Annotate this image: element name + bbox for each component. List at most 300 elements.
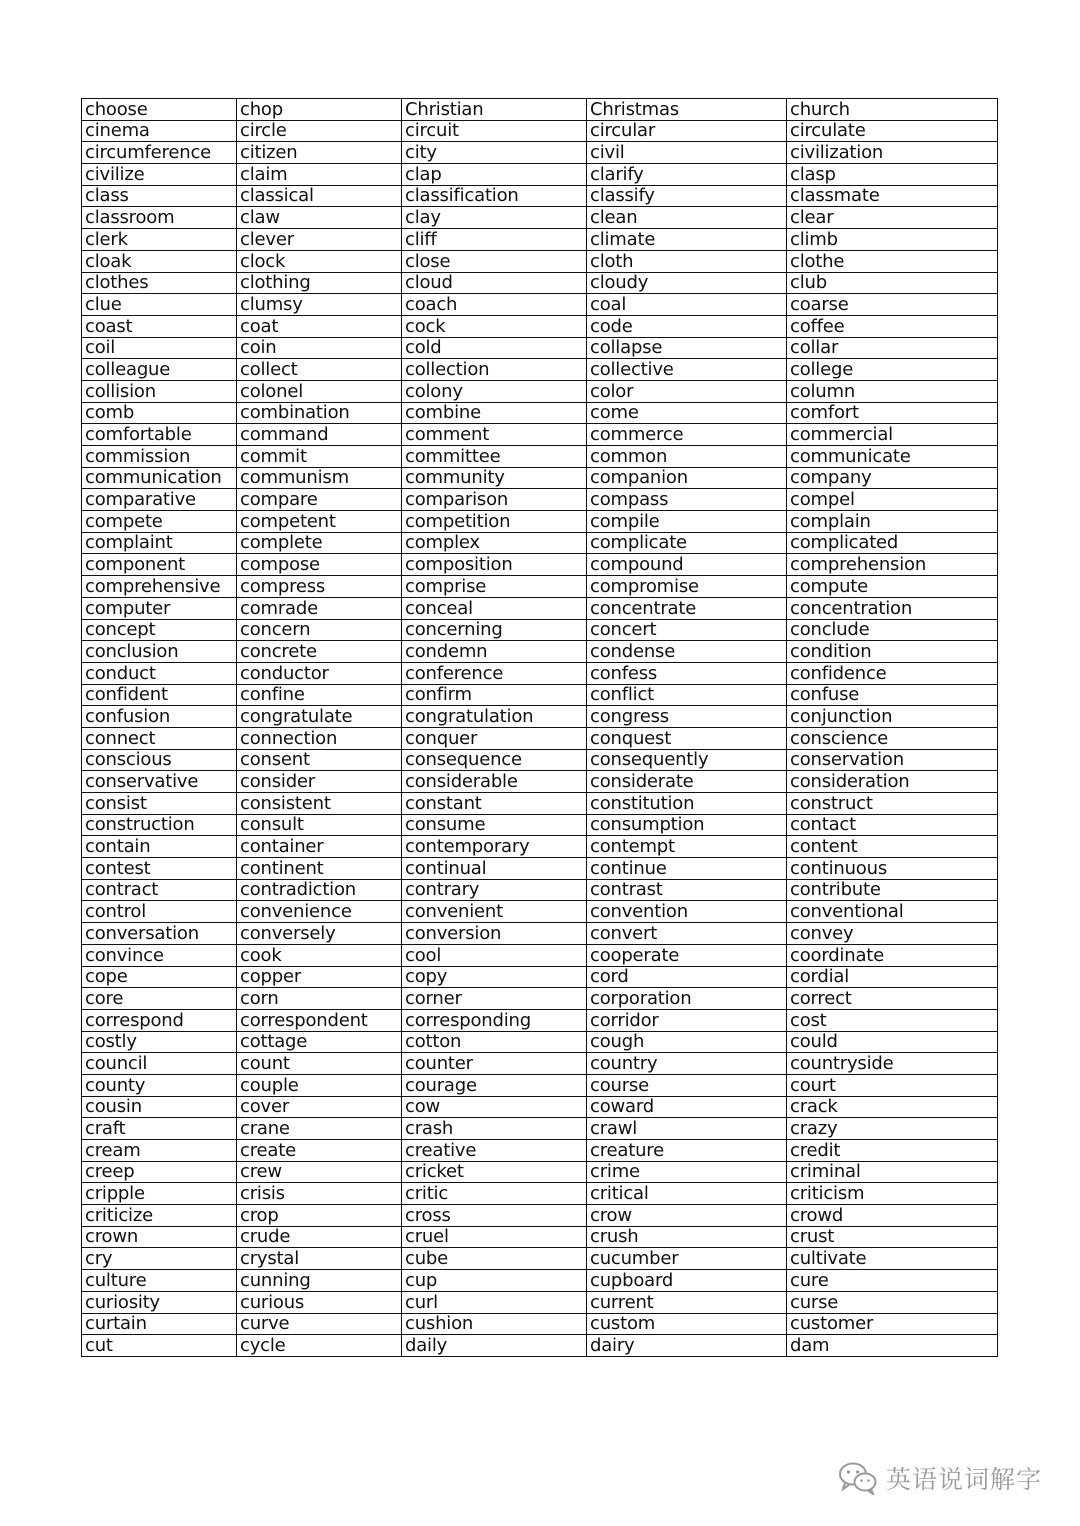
word-cell: communicate — [787, 446, 998, 468]
word-cell: curl — [402, 1291, 587, 1313]
word-cell: conductor — [237, 662, 402, 684]
word-cell: convenient — [402, 901, 587, 923]
table-row — [82, 1270, 998, 1292]
word-cell: crew — [237, 1161, 402, 1183]
word-cell: crash — [402, 1118, 587, 1140]
word-cell: conscience — [787, 727, 998, 749]
word-cell: consideration — [787, 771, 998, 793]
table-row — [82, 793, 998, 815]
watermark — [838, 1458, 1042, 1498]
word-cell: crude — [237, 1226, 402, 1248]
table-row — [82, 532, 998, 554]
word-cell: club — [787, 272, 998, 294]
word-cell: complicate — [587, 532, 787, 554]
word-cell: countryside — [787, 1053, 998, 1075]
word-cell: clean — [587, 207, 787, 229]
word-cell: county — [82, 1074, 237, 1096]
word-cell: continuous — [787, 858, 998, 880]
word-cell: civilize — [82, 164, 237, 186]
word-cell: cripple — [82, 1183, 237, 1205]
word-cell: confess — [587, 662, 787, 684]
word-cell: computer — [82, 597, 237, 619]
word-cell: community — [402, 467, 587, 489]
word-cell: crown — [82, 1226, 237, 1248]
word-cell: dairy — [587, 1335, 787, 1357]
table-row — [82, 120, 998, 142]
word-cell: colonel — [237, 380, 402, 402]
word-cell: conduct — [82, 662, 237, 684]
table-row — [82, 923, 998, 945]
table-row — [82, 706, 998, 728]
word-cell: cycle — [237, 1335, 402, 1357]
word-cell: chop — [237, 99, 402, 121]
table-row — [82, 229, 998, 251]
word-cell: conclude — [787, 619, 998, 641]
word-cell: criticize — [82, 1205, 237, 1227]
word-cell: circular — [587, 120, 787, 142]
word-cell: classify — [587, 185, 787, 207]
word-cell: consequence — [402, 749, 587, 771]
word-cell: confident — [82, 684, 237, 706]
word-cell: climb — [787, 229, 998, 251]
word-cell: cool — [402, 944, 587, 966]
word-cell: cricket — [402, 1161, 587, 1183]
word-cell: curiosity — [82, 1291, 237, 1313]
word-cell: copper — [237, 966, 402, 988]
word-cell: corporation — [587, 988, 787, 1010]
word-cell: convention — [587, 901, 787, 923]
word-cell: clever — [237, 229, 402, 251]
word-cell: cook — [237, 944, 402, 966]
table-row — [82, 1161, 998, 1183]
word-cell: corridor — [587, 1009, 787, 1031]
word-cell: correspond — [82, 1009, 237, 1031]
word-cell: compound — [587, 554, 787, 576]
word-cell: congress — [587, 706, 787, 728]
word-cell: contain — [82, 836, 237, 858]
table-row — [82, 814, 998, 836]
word-cell: curious — [237, 1291, 402, 1313]
word-cell: construction — [82, 814, 237, 836]
word-cell: consist — [82, 793, 237, 815]
word-cell: complex — [402, 532, 587, 554]
table-row — [82, 966, 998, 988]
word-cell: consent — [237, 749, 402, 771]
word-cell: companion — [587, 467, 787, 489]
word-cell: coordinate — [787, 944, 998, 966]
table-row — [82, 944, 998, 966]
word-cell: conscious — [82, 749, 237, 771]
word-cell: curse — [787, 1291, 998, 1313]
word-cell: congratulation — [402, 706, 587, 728]
word-cell: conclusion — [82, 641, 237, 663]
word-cell: conquest — [587, 727, 787, 749]
table-row — [82, 771, 998, 793]
word-cell: clarify — [587, 164, 787, 186]
table-row — [82, 576, 998, 598]
word-cell: credit — [787, 1140, 998, 1162]
word-cell: circumference — [82, 142, 237, 164]
word-cell: consequently — [587, 749, 787, 771]
word-cell: curtain — [82, 1313, 237, 1335]
word-cell: cock — [402, 315, 587, 337]
word-cell: cough — [587, 1031, 787, 1053]
word-cell: comprise — [402, 576, 587, 598]
table-row — [82, 272, 998, 294]
word-cell: compress — [237, 576, 402, 598]
word-cell: criticism — [787, 1183, 998, 1205]
word-cell: corner — [402, 988, 587, 1010]
vocabulary-table-body — [82, 99, 998, 1357]
table-row — [82, 359, 998, 381]
word-cell: complicated — [787, 532, 998, 554]
word-cell: cold — [402, 337, 587, 359]
word-cell: close — [402, 250, 587, 272]
word-cell: cry — [82, 1248, 237, 1270]
word-cell: convert — [587, 923, 787, 945]
word-cell: class — [82, 185, 237, 207]
word-cell: cure — [787, 1270, 998, 1292]
table-row — [82, 99, 998, 121]
table-row — [82, 207, 998, 229]
table-row — [82, 1053, 998, 1075]
word-cell: comparative — [82, 489, 237, 511]
word-cell: combination — [237, 402, 402, 424]
word-cell: crawl — [587, 1118, 787, 1140]
table-row — [82, 294, 998, 316]
word-cell: contradiction — [237, 879, 402, 901]
word-cell: corn — [237, 988, 402, 1010]
word-cell: claim — [237, 164, 402, 186]
word-cell: cotton — [402, 1031, 587, 1053]
word-cell: cucumber — [587, 1248, 787, 1270]
table-row — [82, 749, 998, 771]
word-cell: combine — [402, 402, 587, 424]
word-cell: city — [402, 142, 587, 164]
word-cell: conservative — [82, 771, 237, 793]
word-cell: cube — [402, 1248, 587, 1270]
word-cell: conceal — [402, 597, 587, 619]
word-cell: counter — [402, 1053, 587, 1075]
word-cell: complain — [787, 511, 998, 533]
word-cell: culture — [82, 1270, 237, 1292]
word-cell: code — [587, 315, 787, 337]
word-cell: commission — [82, 446, 237, 468]
word-cell: committee — [402, 446, 587, 468]
table-row — [82, 727, 998, 749]
watermark-text: 英语说词解字 — [886, 1465, 1043, 1494]
table-row — [82, 1335, 998, 1357]
table-row — [82, 250, 998, 272]
word-cell: count — [237, 1053, 402, 1075]
table-row — [82, 337, 998, 359]
table-row — [82, 597, 998, 619]
word-cell: concerning — [402, 619, 587, 641]
word-cell: cloth — [587, 250, 787, 272]
table-row — [82, 1031, 998, 1053]
word-cell: convenience — [237, 901, 402, 923]
word-cell: coward — [587, 1096, 787, 1118]
word-cell: consult — [237, 814, 402, 836]
word-cell: classroom — [82, 207, 237, 229]
word-cell: clue — [82, 294, 237, 316]
table-row — [82, 858, 998, 880]
word-cell: daily — [402, 1335, 587, 1357]
word-cell: crazy — [787, 1118, 998, 1140]
word-cell: crush — [587, 1226, 787, 1248]
table-row — [82, 1313, 998, 1335]
word-cell: collective — [587, 359, 787, 381]
word-cell: comprehensive — [82, 576, 237, 598]
word-cell: crack — [787, 1096, 998, 1118]
word-cell: critical — [587, 1183, 787, 1205]
word-cell: clear — [787, 207, 998, 229]
word-cell: creative — [402, 1140, 587, 1162]
word-cell: clothes — [82, 272, 237, 294]
word-cell: clap — [402, 164, 587, 186]
word-cell: conventional — [787, 901, 998, 923]
table-row — [82, 1183, 998, 1205]
word-cell: correct — [787, 988, 998, 1010]
word-cell: comb — [82, 402, 237, 424]
word-cell: commerce — [587, 424, 787, 446]
word-cell: cloud — [402, 272, 587, 294]
word-cell: classmate — [787, 185, 998, 207]
word-cell: communism — [237, 467, 402, 489]
word-cell: concept — [82, 619, 237, 641]
word-cell: crowd — [787, 1205, 998, 1227]
table-row — [82, 641, 998, 663]
word-cell: dam — [787, 1335, 998, 1357]
word-cell: circle — [237, 120, 402, 142]
word-cell: crow — [587, 1205, 787, 1227]
word-cell: cordial — [787, 966, 998, 988]
word-cell: continue — [587, 858, 787, 880]
word-cell: coat — [237, 315, 402, 337]
word-cell: confuse — [787, 684, 998, 706]
word-cell: comment — [402, 424, 587, 446]
word-cell: crane — [237, 1118, 402, 1140]
word-cell: current — [587, 1291, 787, 1313]
word-cell: confine — [237, 684, 402, 706]
word-cell: clothe — [787, 250, 998, 272]
word-cell: court — [787, 1074, 998, 1096]
word-cell: concern — [237, 619, 402, 641]
word-cell: contact — [787, 814, 998, 836]
word-cell: civilization — [787, 142, 998, 164]
table-row — [82, 402, 998, 424]
word-cell: collect — [237, 359, 402, 381]
word-cell: control — [82, 901, 237, 923]
word-cell: crust — [787, 1226, 998, 1248]
word-cell: clothing — [237, 272, 402, 294]
word-cell: content — [787, 836, 998, 858]
table-row — [82, 836, 998, 858]
word-cell: coffee — [787, 315, 998, 337]
word-cell: cost — [787, 1009, 998, 1031]
word-cell: confidence — [787, 662, 998, 684]
vocabulary-table — [81, 98, 998, 1357]
table-row — [82, 1248, 998, 1270]
word-cell: conversation — [82, 923, 237, 945]
word-cell: correspondent — [237, 1009, 402, 1031]
word-cell: core — [82, 988, 237, 1010]
word-cell: cunning — [237, 1270, 402, 1292]
table-row — [82, 1096, 998, 1118]
word-cell: Christian — [402, 99, 587, 121]
word-cell: classification — [402, 185, 587, 207]
word-cell: consume — [402, 814, 587, 836]
word-cell: circuit — [402, 120, 587, 142]
word-cell: composition — [402, 554, 587, 576]
word-cell: consistent — [237, 793, 402, 815]
word-cell: connection — [237, 727, 402, 749]
word-cell: clerk — [82, 229, 237, 251]
table-row — [82, 619, 998, 641]
word-cell: conversely — [237, 923, 402, 945]
word-cell: communication — [82, 467, 237, 489]
word-cell: company — [787, 467, 998, 489]
word-cell: commit — [237, 446, 402, 468]
table-row — [82, 142, 998, 164]
word-cell: considerate — [587, 771, 787, 793]
word-cell: coach — [402, 294, 587, 316]
table-row — [82, 901, 998, 923]
word-cell: competition — [402, 511, 587, 533]
word-cell: column — [787, 380, 998, 402]
word-cell: coast — [82, 315, 237, 337]
word-cell: cultivate — [787, 1248, 998, 1270]
word-cell: clasp — [787, 164, 998, 186]
table-row — [82, 1009, 998, 1031]
word-cell: command — [237, 424, 402, 446]
word-cell: create — [237, 1140, 402, 1162]
word-cell: conflict — [587, 684, 787, 706]
table-row — [82, 879, 998, 901]
word-cell: cut — [82, 1335, 237, 1357]
word-cell: could — [787, 1031, 998, 1053]
word-cell: cinema — [82, 120, 237, 142]
word-cell: conservation — [787, 749, 998, 771]
word-cell: copy — [402, 966, 587, 988]
word-cell: connect — [82, 727, 237, 749]
word-cell: conjunction — [787, 706, 998, 728]
word-cell: cup — [402, 1270, 587, 1292]
word-cell: civil — [587, 142, 787, 164]
word-cell: cross — [402, 1205, 587, 1227]
word-cell: compete — [82, 511, 237, 533]
wechat-icon — [838, 1461, 878, 1495]
word-cell: coarse — [787, 294, 998, 316]
word-cell: curve — [237, 1313, 402, 1335]
word-cell: craft — [82, 1118, 237, 1140]
table-row — [82, 164, 998, 186]
word-cell: construct — [787, 793, 998, 815]
word-cell: classical — [237, 185, 402, 207]
word-cell: critic — [402, 1183, 587, 1205]
word-cell: concrete — [237, 641, 402, 663]
word-cell: cottage — [237, 1031, 402, 1053]
word-cell: crystal — [237, 1248, 402, 1270]
word-cell: conversion — [402, 923, 587, 945]
word-cell: cord — [587, 966, 787, 988]
word-cell: common — [587, 446, 787, 468]
word-cell: compass — [587, 489, 787, 511]
word-cell: cow — [402, 1096, 587, 1118]
word-cell: corresponding — [402, 1009, 587, 1031]
word-cell: clumsy — [237, 294, 402, 316]
word-cell: continent — [237, 858, 402, 880]
word-cell: cushion — [402, 1313, 587, 1335]
word-cell: commercial — [787, 424, 998, 446]
table-row — [82, 1074, 998, 1096]
word-cell: comfort — [787, 402, 998, 424]
word-cell: component — [82, 554, 237, 576]
table-row — [82, 380, 998, 402]
word-cell: creep — [82, 1161, 237, 1183]
word-cell: collapse — [587, 337, 787, 359]
word-cell: comprehension — [787, 554, 998, 576]
table-row — [82, 554, 998, 576]
word-cell: Christmas — [587, 99, 787, 121]
word-cell: couple — [237, 1074, 402, 1096]
word-cell: contempt — [587, 836, 787, 858]
word-cell: cream — [82, 1140, 237, 1162]
word-cell: condense — [587, 641, 787, 663]
table-row — [82, 1140, 998, 1162]
word-cell: container — [237, 836, 402, 858]
word-cell: coal — [587, 294, 787, 316]
word-cell: circulate — [787, 120, 998, 142]
word-cell: colony — [402, 380, 587, 402]
word-cell: customer — [787, 1313, 998, 1335]
word-cell: complaint — [82, 532, 237, 554]
word-cell: continual — [402, 858, 587, 880]
word-cell: condemn — [402, 641, 587, 663]
table-row — [82, 1205, 998, 1227]
word-cell: creature — [587, 1140, 787, 1162]
word-cell: competent — [237, 511, 402, 533]
word-cell: convey — [787, 923, 998, 945]
word-cell: convince — [82, 944, 237, 966]
word-cell: climate — [587, 229, 787, 251]
word-cell: contribute — [787, 879, 998, 901]
word-cell: contemporary — [402, 836, 587, 858]
word-cell: custom — [587, 1313, 787, 1335]
word-cell: cruel — [402, 1226, 587, 1248]
word-cell: come — [587, 402, 787, 424]
table-row — [82, 467, 998, 489]
word-cell: comrade — [237, 597, 402, 619]
word-cell: concentrate — [587, 597, 787, 619]
word-cell: confusion — [82, 706, 237, 728]
table-row — [82, 511, 998, 533]
word-cell: confirm — [402, 684, 587, 706]
word-cell: choose — [82, 99, 237, 121]
word-cell: cope — [82, 966, 237, 988]
word-cell: cloudy — [587, 272, 787, 294]
word-cell: compile — [587, 511, 787, 533]
word-cell: color — [587, 380, 787, 402]
word-cell: constitution — [587, 793, 787, 815]
word-cell: compel — [787, 489, 998, 511]
table-row — [82, 489, 998, 511]
table-row — [82, 988, 998, 1010]
word-cell: compose — [237, 554, 402, 576]
word-cell: consider — [237, 771, 402, 793]
word-cell: crop — [237, 1205, 402, 1227]
word-cell: claw — [237, 207, 402, 229]
